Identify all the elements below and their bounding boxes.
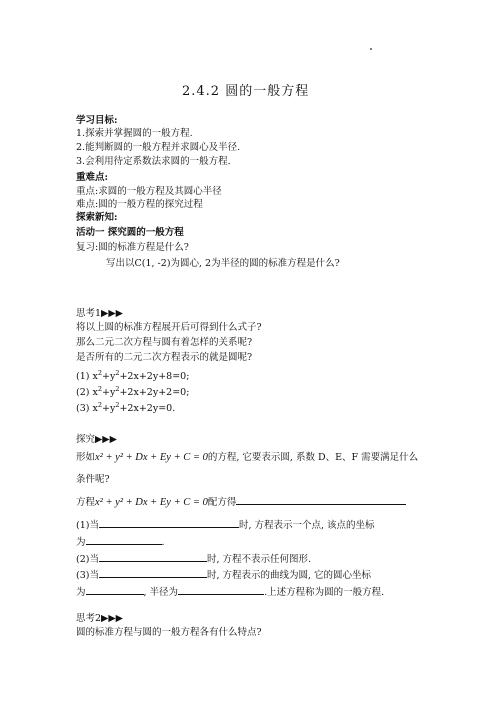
page-title: 2.4.2 圆的一般方程	[182, 84, 310, 99]
case-3-center-radius: 为 , 半径为 .上述方程称为圆的一般方程.	[76, 584, 384, 599]
review-question: 写出以C(1, -2)为圆心, 2为半径的圆的标准方程是什么?	[106, 258, 340, 269]
general-equation-repeat: x² + y² + Dx + Ey + C = 0	[95, 497, 208, 508]
explore-section-heading: 探究▶▶▶	[76, 434, 117, 445]
equation-3: (3) $x^2+y^2+2x+2y=0$.	[76, 401, 176, 414]
explore-heading: 探索新知:	[76, 212, 118, 223]
case-3-radius-blank[interactable]	[178, 584, 264, 595]
equation-1: (1) $x^2+y^2+2x+2y+8=0$;	[76, 369, 190, 382]
objective-1: 1.探索并掌握圆的一般方程.	[76, 128, 193, 139]
objective-2: 2.能判断圆的一般方程并求圆心及半径.	[76, 142, 241, 153]
case-1-point-blank[interactable]	[86, 534, 162, 545]
case-3-condition-blank[interactable]	[99, 567, 207, 578]
key-point-difficulty: 难点:圆的一般方程的探究过程	[76, 199, 203, 210]
objectives-heading: 学习目标:	[76, 115, 118, 126]
think1-line-3: 是否所有的二元二次方程表示的就是圆呢?	[76, 352, 253, 363]
case-1: (1)当 时, 方程表示一个点, 该点的坐标	[76, 517, 375, 532]
case-3-center-blank[interactable]	[86, 584, 144, 595]
key-points-heading: 重难点:	[76, 172, 109, 183]
case-1-condition-blank[interactable]	[99, 517, 239, 528]
key-point-focus: 重点:求圆的一般方程及其圆心半径	[76, 186, 222, 197]
explore-line-2: 条件呢?	[76, 474, 110, 485]
completed-square-blank[interactable]	[236, 494, 406, 505]
general-equation: x² + y² + Dx + Ey + C = 0	[95, 452, 208, 463]
case-3: (3)当 时, 方程表示的曲线为圆, 它的圆心坐标	[76, 567, 371, 582]
objective-3: 3.会利用待定系数法求圆的一般方程.	[76, 156, 231, 167]
equation-2: (2) $x^2+y^2+2x+2y+2=0$;	[76, 385, 190, 398]
activity-heading: 活动一 探究圆的一般方程	[76, 227, 184, 238]
explore-line-1: 形如x² + y² + Dx + Ey + C = 0的方程, 它要表示圆, 系数 D、E、F 需要满足什么	[76, 452, 419, 463]
page-speck	[370, 48, 372, 50]
think2-question: 圆的标准方程与圆的一般方程各有什么特点?	[76, 627, 262, 638]
case-2-condition-blank[interactable]	[99, 551, 207, 562]
think2-heading: 思考2▶▶▶	[76, 613, 123, 624]
explore-line-3: 方程x² + y² + Dx + Ey + C = 0配方得	[76, 494, 406, 509]
review-text: 复习:圆的标准方程是什么?	[76, 242, 189, 253]
think1-line-1: 将以上圆的标准方程展开后可得到什么式子?	[76, 322, 262, 333]
think1-line-2: 那么二元二次方程与圆有着怎样的关系呢?	[76, 337, 253, 348]
think1-heading: 思考1▶▶▶	[76, 308, 123, 319]
case-1-coords: 为 .	[76, 534, 165, 549]
case-2: (2)当 时, 方程不表示任何图形.	[76, 551, 311, 566]
